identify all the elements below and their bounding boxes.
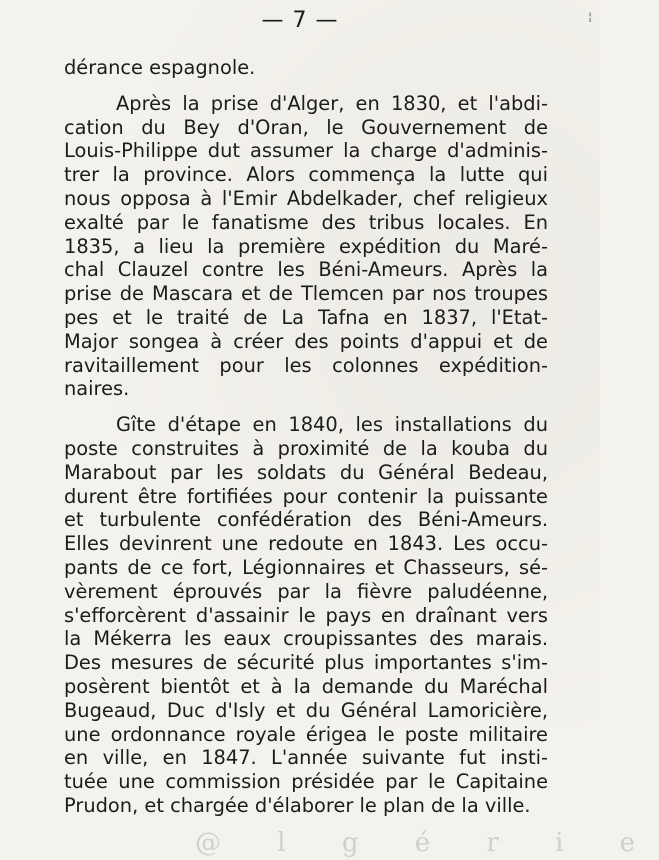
text-line: Marabout par les soldats du Général Bedeau, — [64, 460, 548, 484]
text-line: cation du Bey d'Oran, le Gouvernement de — [64, 115, 548, 139]
text-line: une ordonnance royale érigea le poste militaire — [64, 722, 548, 746]
text-line: Gîte d'étape en 1840, les installations du — [116, 413, 548, 437]
text-line: tuée une commission présidée par le Capitaine — [64, 770, 548, 794]
text-line: dérance espagnole. — [64, 56, 256, 79]
text-line: en ville, en 1847. L'année suivante fut insti- — [64, 746, 548, 770]
text-line: Louis-Philippe dut assumer la charge d'adminis- — [64, 139, 548, 163]
text-line: s'efforcèrent d'assainir le pays en draînant vers — [64, 603, 548, 627]
page-number: — 7 — — [261, 8, 339, 33]
text-line: la Mékerra les eaux croupissantes des marais. — [64, 627, 548, 651]
text-line: Major songea à créer des points d'appui et de — [64, 329, 548, 353]
text-line: Prudon, et chargée d'élaborer le plan de la ville. — [64, 793, 531, 817]
text-line: naires. — [64, 377, 130, 401]
text-line: Après la prise d'Alger, en 1830, et l'abdi- — [116, 91, 548, 115]
text-line: Des mesures de sécurité plus importantes s'im- — [64, 651, 548, 675]
text-line: pants de ce fort, Légionnaires et Chasseurs, sé- — [64, 555, 548, 579]
edge-mark: ¦ — [588, 10, 592, 23]
body-text — [64, 56, 548, 818]
text-line: chal Clauzel contre les Béni-Ameurs. Après la — [64, 258, 548, 282]
text-line: ravitaillement pour les colonnes expédition- — [64, 353, 548, 377]
text-line: trer la province. Alors commença la lutte qui — [64, 163, 548, 187]
paragraph-gap — [64, 80, 548, 92]
text-line: nous opposa à l'Emir Abdelkader, chef religieux — [64, 186, 548, 210]
text-line: durent être fortifiées pour contenir la puissante — [64, 484, 548, 508]
text-line: 1835, a lieu la première expédition du Maré- — [64, 234, 548, 258]
text-line: Bugeaud, Duc d'Isly et du Général Lamoricière, — [64, 698, 548, 722]
text-line: Elles devinrent une redoute en 1843. Les occu- — [64, 532, 548, 556]
text-line: posèrent bientôt et à la demande du Maréchal — [64, 674, 548, 698]
text-line: exalté par le fanatisme des tribus locales. En — [64, 210, 548, 234]
watermark: @ l g é r i e — [195, 828, 659, 858]
text-line: vèrement éprouvés par la fièvre paludéenne, — [64, 579, 548, 603]
paragraph-gap — [64, 401, 548, 413]
text-line: poste construites à proximité de la kouba du — [64, 436, 548, 460]
text-line: pes et le traité de La Tafna en 1837, l'Etat- — [64, 305, 548, 329]
text-line: et turbulente confédération des Béni-Ameurs. — [64, 508, 548, 532]
text-line: prise de Mascara et de Tlemcen par nos troupes — [64, 282, 548, 306]
